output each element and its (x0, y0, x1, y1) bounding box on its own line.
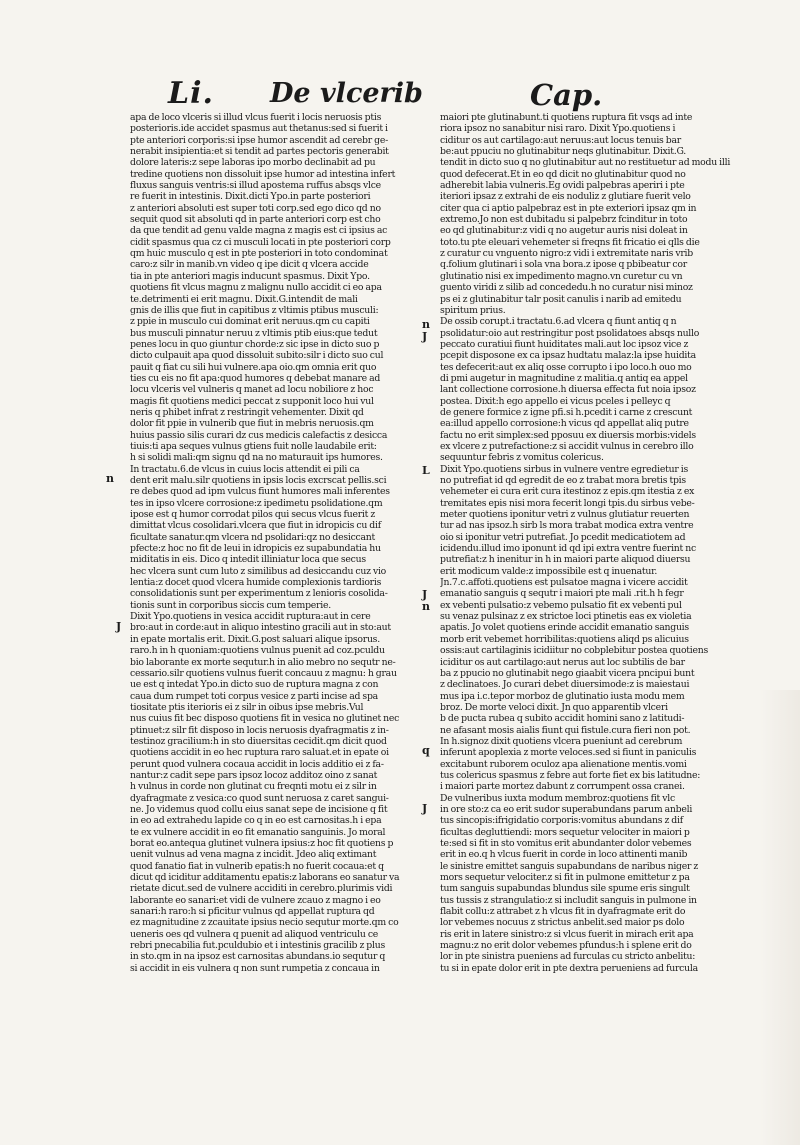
text-line: bro:aut in corde:aut in aliquo intestino gracili aut in sto:aut (130, 622, 391, 634)
folio-number: Li. (168, 76, 214, 111)
text-line: tredine quotiens non dissoluit ipse humor ad intestina infert (130, 168, 396, 180)
text-line: h vulnus in corde non glutinat cu freqnti motu ei z silr in (130, 781, 377, 793)
text-line: quod fanatio fiat in vulnerib epatis:h no fuerit cocaua:et q (130, 860, 384, 872)
text-line: sequuntur febris z vomitus colericus. (440, 452, 604, 464)
left-text-column (130, 112, 422, 974)
text-line: iciditur os aut cartilago:aut nerus aut loc subtilis de bar (440, 656, 685, 668)
text-line: raro.h in h quoniam:quotiens vulnus puenit ad coz.pculdu (130, 645, 385, 657)
text-line: qm huic musculo q est in pte posteriori in toto condominat (130, 248, 388, 260)
text-line: extremo.Jo non est dubitadu si palpebrz fcinditur in toto (440, 214, 688, 226)
text-line: pte anteriori corporis:si ipse humor ascendit ad cerebr ge- (130, 134, 388, 146)
text-line: te ex vulnere accidit in eo fit emanatio sanguinis. Jo moral (130, 826, 386, 838)
text-line: glutinatio nisi ex impedimento magno.vn curetur cu vn (440, 270, 683, 282)
text-line: nus cuius fit bec disposo quotiens fit in vesica no glutinet nec (130, 713, 400, 725)
margin-note: q (422, 744, 430, 757)
text-line: h si solidi mali:qm signu qd na no maturauit ips humores. (130, 452, 383, 464)
text-line: ties cu eis no fit apa:quod humores q debebat manare ad (130, 372, 381, 384)
text-line: cessario.silr quotiens vulnus fuerit concauu z magnu: h grau (130, 667, 397, 679)
chapter-label: Cap. (530, 78, 603, 112)
text-line: ue est q intedat Ypo.in dicto suo de ruptura magna z con (130, 679, 379, 691)
text-line: guento viridi z silib ad concededu.h no curatur nisi minoz (440, 282, 693, 294)
margin-note: n (422, 318, 430, 331)
text-line: neris q phibet infrat z restringit vehementer. Dixit qd (130, 406, 364, 418)
text-line: ex vebenti pulsatio:z vebemo pulsatio fit ex vebenti pul (440, 599, 682, 611)
text-line: lor vebemes nocuus z strictus anbelit.sed maior ps dolo (440, 917, 685, 929)
text-line: ciditur os aut cartilago:aut neruus:aut locus tenuis bar (440, 134, 681, 146)
text-line: tus tussis z strangulatio:z si includit sanguis in pulmone in (440, 894, 697, 906)
text-line: De ossib corupt.i tractatu.6.ad vlcera q fiunt antiq q n (440, 316, 677, 328)
text-line: perunt quod vulnera cocaua accidit in locis additio ei z fa- (130, 758, 384, 770)
text-line: no putrefiat id qd egredit de eo z trabat mora bretis tpis (440, 475, 686, 486)
text-line: rebri pnecabilia fut.pculdubio et i intestinis gracilib z plus (130, 940, 385, 952)
text-line: penes locu in quo giuntur chorde:z sic ipse in dicto suo p (130, 338, 380, 350)
text-line: lentia:z docet quod vlcera humide complexionis tardioris (130, 577, 382, 589)
text-line: spiritum prius. (440, 304, 506, 316)
text-line: tu si in epate dolor erit in pte dextra perueniens ad furcula (440, 962, 698, 974)
text-line: su venaz pulsinaz z ex strictoe loci ptinetis eas ex violetia (440, 611, 692, 623)
text-line: riora ipsoz no sanabitur nisi raro. Dixit Ypo.quotiens i (440, 123, 676, 135)
margin-note: L (422, 464, 430, 477)
text-line: citer qua ci aptio palpebraz est in pte exteriori ipsaz qm in (440, 202, 697, 214)
text-line: in ore sto:z ca eo erit sudor superabundans parum anbeli (440, 803, 693, 815)
text-line: magnu:z no erit dolor vebemes pfundus:h i splene erit do (440, 940, 692, 952)
margin-note: J (422, 588, 428, 601)
text-line: re debes quod ad ipm vulcus fiunt humores mali inferentes (130, 486, 390, 498)
text-line: dent erit malu.silr quotiens in ipsis locis excrscat pellis.sci (130, 475, 387, 486)
text-line: mors sequetur velociter.z si fit in pulmone emittetur z pa (440, 872, 690, 884)
text-line: dyafragmate z vesica:co quod sunt neruosa z caret sangui- (130, 792, 389, 804)
text-line: dolor fit ppie in vulnerib que fiut in mebris neruosis.qm (130, 418, 374, 430)
page-header (0, 72, 800, 112)
text-line: i maiori parte mortez dabunt z corrumpent ossa cranei. (440, 781, 685, 793)
text-line: testinoz gracilium:h in sto diuersitas cecidit.qm dicit quod (130, 735, 387, 747)
text-line: ipose est q humor corrodat pilos qui secus vlcus fuerit z (130, 509, 375, 521)
text-line: tiuis:ti apa seques vulnus gtiens fuit nolle laudabile erit: (130, 440, 377, 452)
text-line: q.folium glutinari i sola vna bora.z ipose q pbibeatur cor (440, 259, 687, 271)
text-line: huius passio silis curari dz cus medicis calefactis z desicca (130, 429, 388, 441)
text-line: hec vlcera sunt cum luto z similibus ad desiccandu cuz vio (130, 565, 387, 577)
text-line: in eo ad extrahedu lapide co q in eo est carnositas.h i epa (130, 815, 382, 827)
text-line: re fuerit in intestinis. Dixit.dicti Ypo.in parte posteriori (130, 191, 371, 203)
text-line: vehemeter ei cura erit cura itestinoz z epis.qm itestia z ex (440, 486, 695, 498)
text-line: ea:illud appello corrosione:h vicus qd appellat aliq putre (440, 418, 689, 430)
text-line: te.detrimenti ei erit magnu. Dixit.G.intendit de mali (130, 293, 358, 305)
text-line: lor in pte sinistra pueniens ad furculas cu stricto anbelitu: (440, 951, 696, 963)
text-line: ueneris oes qd vulnera q puenit ad aliquod ventriculu ce (130, 928, 379, 940)
text-line: posterioris.ide accidet spasmus aut thetanus:sed si fuerit i (130, 123, 388, 135)
text-line: dicut qd iciditur additamentu epatis:z laborans eo sanatur va (130, 872, 400, 884)
text-line: icidendu.illud imo iponunt id qd ipi extra ventre fuerint nc (440, 543, 696, 555)
text-line: tur ad nas ipsoz.h sirb ls mora trabat modica extra ventre (440, 520, 694, 532)
margin-note: J (116, 620, 122, 633)
text-line: miditatis in eis. Dico q intedit illiniatur loca que secus (130, 554, 366, 566)
text-line: peccato curatiui fiunt huiditates mali.aut loc ipsoz vice z (440, 338, 689, 350)
text-line: bio laborante ex morte sequtur.h in alio mebro no sequtr ne- (130, 656, 396, 668)
text-line: tionis sunt in corporibus siccis cum temperie. (130, 599, 331, 611)
text-line: excitabunt ruborem oculoz apa alienatione mentis.vomi (440, 758, 687, 770)
text-line: adherebit labia vulneris.Eg ovidi palpebras aperiri i pte (440, 180, 685, 192)
text-line: In h.signoz dixit quotiens vlcera pueniunt ad cerebrum (440, 735, 683, 747)
text-line: meter quotiens iponitur vetri z vulnus glutiatur reuerten (440, 509, 690, 521)
text-line: erit modicum valde:z impossibile est q inuenatur. (440, 565, 658, 577)
text-line: tia in pte anteriori magis inducunt spasmus. Dixit Ypo. (130, 270, 370, 282)
text-line: flabit collu:z attrabet z h vlcus fit in dyafragmate erit do (440, 906, 686, 918)
text-line: le sinistre emittet sanguis supabundans de naribus niger z (440, 860, 699, 872)
text-line: di pmi augetur in magnitudine z malitia.q antiq ea appel (440, 372, 688, 384)
text-line: gnis de illis que fiut in capitibus z vltimis ptibus musculi: (130, 304, 379, 316)
running-title: De vlcerib (270, 78, 423, 109)
text-line: fluxus sanguis ventris:si illud apostema ruffus absqs vlce (130, 180, 381, 192)
text-line: tiositate ptis iterioris ei z silr in oibus ipse mebris.Vul (130, 701, 364, 713)
text-line: erit in eo.q h vlcus fuerit in corde in loco attinenti manib (440, 849, 688, 861)
text-line: tremitates epis nisi mora fecerit longi tpis.du sirbus vebe- (440, 497, 695, 509)
text-line: factu no erit simplex:sed pposuu ex diuersis morbis:videls (440, 429, 696, 441)
text-line: ba z ppucio no glutinabit nego giaabit vicera pncipui bunt (440, 667, 695, 679)
text-line: quotiens accidit in eo hec ruptura raro saluat.et in epate oi (130, 747, 389, 759)
text-line: nantur:z cadit sepe pars ipsoz locoz additoz oino z sanat (130, 769, 378, 781)
text-line: z curatur cu vnguento nigro:z vidi i extremitate naris vrib (440, 248, 693, 260)
margin-note: J (422, 802, 428, 815)
text-line: b de pucta rubea q subito accidit homini sano z latitudi- (440, 713, 685, 725)
text-line: sanari:h raro:h si pficitur vulnus qd appellat ruptura qd (130, 906, 375, 918)
text-line: iteriori ipsaz z extrahi de eis noduliz z glutiare fuerit velo (440, 191, 691, 203)
text-line: de genere formice z igne pfi.si h.pcedit i carne z crescunt (440, 406, 693, 418)
text-line: morb erit vebemet horribilitas:quotiens aliqd ps alicuius (440, 633, 689, 645)
text-line: ficultas degluttiendi: mors sequetur velociter in maiori p (440, 826, 690, 838)
right-text-column (440, 112, 732, 974)
text-line: psolidatur:oio aut restringitur post psolidatoes absqs nullo (440, 327, 700, 339)
text-line: z anteriori absoluti est super toti corp.sed ego dico qd no (130, 202, 381, 214)
text-line: in sto.qm in na ipsoz est carnositas abundans.io sequtur q (130, 951, 386, 963)
text-line: laborante eo sanari:et vidi de vulnere zcauo z magno i eo (130, 894, 381, 906)
text-line: postea. Dixit:h ego appello ei vicus pceles i pelleyc q (440, 395, 671, 407)
text-line: rietate dicut.sed de vulnere acciditi in cerebro.plurimis vidi (130, 883, 393, 895)
text-line: tendit in dicto suo q no glutinabitur aut no restituetur ad modu illi (440, 157, 731, 169)
edge-shadow (760, 690, 800, 1145)
text-line: toto.tu pte eleuari vehemeter si freqns fit fricatio ei qlls die (440, 236, 700, 248)
text-line: ne. Jo videmus quod collu eius sanat sepe de incisione q fit (130, 803, 388, 815)
text-line: tes in ipso vlcere corrosione:z ipedimetu psolidatione.qm (130, 497, 383, 509)
text-line: Dixit Ypo.quotiens in vesica accidit ruptura:aut in cere (130, 611, 371, 623)
text-line: locu vlceris vel vulneris q manet ad locu nobiliore z hoc (130, 384, 374, 396)
text-line: si accidit in eis vulnera q non sunt rumpetia z concaua in (130, 962, 380, 974)
text-line: quod defecerat.Et in eo qd dicit no glutinabitur quod no (440, 168, 686, 180)
text-line: De vulneribus iuxta modum membroz:quotiens fit vlc (440, 792, 675, 804)
text-line: quotiens fit vlcus magnu z malignu nullo accidit ci eo apa (130, 282, 382, 294)
text-line: dolore lateris:z sepe laboras ipo morbo declinabit ad pu (130, 157, 376, 169)
text-line: caua dum rumpet toti corpus vesice z parti incise ad spa (130, 690, 378, 702)
text-line: ris erit in latere sinistro:z si vlcus fuerit in mirach erit apa (440, 928, 694, 940)
text-line: Jn.7.c.affoti.quotiens est pulsatoe magna i vicere accidit (440, 577, 688, 589)
text-line: nerabit insipientia:et si tendit ad partes pectoris generabit (130, 146, 389, 158)
text-line: In tractatu.6.de vlcus in cuius locis attendit ei pili ca (130, 463, 360, 475)
text-line: sequit quod sit absoluti qd in parte anteriori corp est cho (130, 214, 381, 226)
text-line: pfecte:z hoc no fit de leui in idropicis ez supabundatia hu (130, 543, 381, 555)
text-line: ps ei z glutinabitur talr posit canulis i narib ad emitedu (440, 293, 682, 305)
text-line: caro:z silr in manib.vn video q ipe dicit q vlcera accide (130, 259, 369, 271)
text-line: tes defecerit:aut ex aliq osse corrupto i ipo loco.h ouo mo (440, 361, 692, 373)
text-line: dicto culpauit apa quod dissoluit subito:silr i dicto suo cul (130, 350, 384, 362)
text-line: apa de loco vlceris si illud vlcus fuerit i locis neruosis ptis (130, 112, 382, 123)
text-line: magis fit quotiens medici peccat z supponit loco hui vul (130, 395, 374, 407)
text-line: putrefiat:z h inenitur in h in maiori parte aliquod diuersu (440, 554, 691, 566)
text-line: ez magnitudine z zcauitate ipsius necio sequtur morte.qm co (130, 917, 399, 929)
margin-note: n (106, 472, 114, 485)
text-line: te:sed si fit in sto vomitus erit abundanter dolor vebemes (440, 838, 692, 849)
text-line: eo qd glutinabitur:z vidi q no augetur auris nisi doleat in (440, 225, 688, 237)
text-line: da que tendit ad genu valde magna z magis est ci ipsius ac (130, 225, 388, 237)
text-line: mus ipa i.c.tepor morboz de glutinatio iusta modu mem (440, 690, 685, 702)
text-line: z declinatoes. Jo curari debet diuersimode:z is maiestaui (440, 679, 690, 691)
text-line: emanatio sanguis q sequtr i maiori pte mali .rit.h h fegr (440, 588, 684, 600)
text-line: ossis:aut cartilaginis icidiitur no cobplebitur postea quotiens (440, 645, 709, 657)
text-line: z ppie in musculo cui dominat erit neruus.qm cu capiti (130, 316, 370, 328)
text-line: cidit spasmus qua cz ci musculi locati in pte posteriori corp (130, 236, 391, 248)
text-line: pauit q fiat cu sili hui vulnere.apa oio.qm omnia erit quo (130, 361, 377, 373)
text-line: uenit vulnus ad vena magna z incidit. Jdeo aliq extimant (130, 849, 377, 861)
text-line: ex vlcere z putrefactione:z si accidit vulnus in cerebro illo (440, 440, 694, 452)
text-line: tus colericus spasmus z febre aut forte fiet ex bis latitudne: (440, 769, 701, 781)
text-line: consolidationis sunt per experimentum z lenioris cosolida- (130, 588, 388, 600)
text-line: tus sincopis:ifrigidatio corporis:vomitus abundans z dif (440, 815, 683, 827)
text-line: be:aut ppuciu no glutinabitur neqs glutinabitur. Dixit.G. (440, 146, 686, 158)
text-line: pcepit disposone ex ca ipsaz hudtatu malaz:la ipse huidita (440, 350, 696, 362)
text-line: in epate mortalis erit. Dixit.G.post saluari alique ipsorus. (130, 633, 380, 645)
text-line: broz. De morte veloci dixit. Jn quo apparentib vlceri (440, 701, 668, 713)
text-line: dimittat vlcus cosolidari.vlcera que fiut in idropicis cu dif (130, 520, 381, 532)
text-line: Dixit Ypo.quotiens sirbus in vulnere ventre egredietur is (440, 463, 688, 475)
text-line: tum sanguis supabundas blundus sile spume eris singult (440, 883, 690, 895)
text-line: maiori pte glutinabunt.ti quotiens ruptura fit vsqs ad inte (440, 112, 693, 123)
text-line: ficultate sanatur.qm vlcera nd psolidari:qz no desiccant (130, 531, 376, 543)
text-line: lant collectione corrosione.h diuersa effecta fut noia ipsoz (440, 384, 696, 396)
text-line: inferunt apoplexia z morte veloces.sed si fiunt in paniculis (440, 747, 697, 759)
text-line: apatis. Jo volet quotiens erinde accidit emanatio sanguis (440, 622, 689, 634)
text-line: bus musculi pinnatur neruu z vltimis ptib eius:que tedut (130, 327, 378, 339)
text-line: ne afasant mosis aialis fiunt qui fistule.cura fieri non pot. (440, 724, 691, 736)
margin-note: n (422, 600, 430, 613)
text-line: borat eo.antequa glutinet vulnera ipsius:z hoc fit quotiens p (130, 838, 394, 849)
margin-note: J (422, 330, 428, 343)
text-line: ptinuet:z silr fit disposo in locis neruosis dyafragmatis z in- (130, 724, 389, 736)
text-line: oio si iponitur vetri putrefiat. Jo pcedit medicatiotem ad (440, 531, 686, 543)
